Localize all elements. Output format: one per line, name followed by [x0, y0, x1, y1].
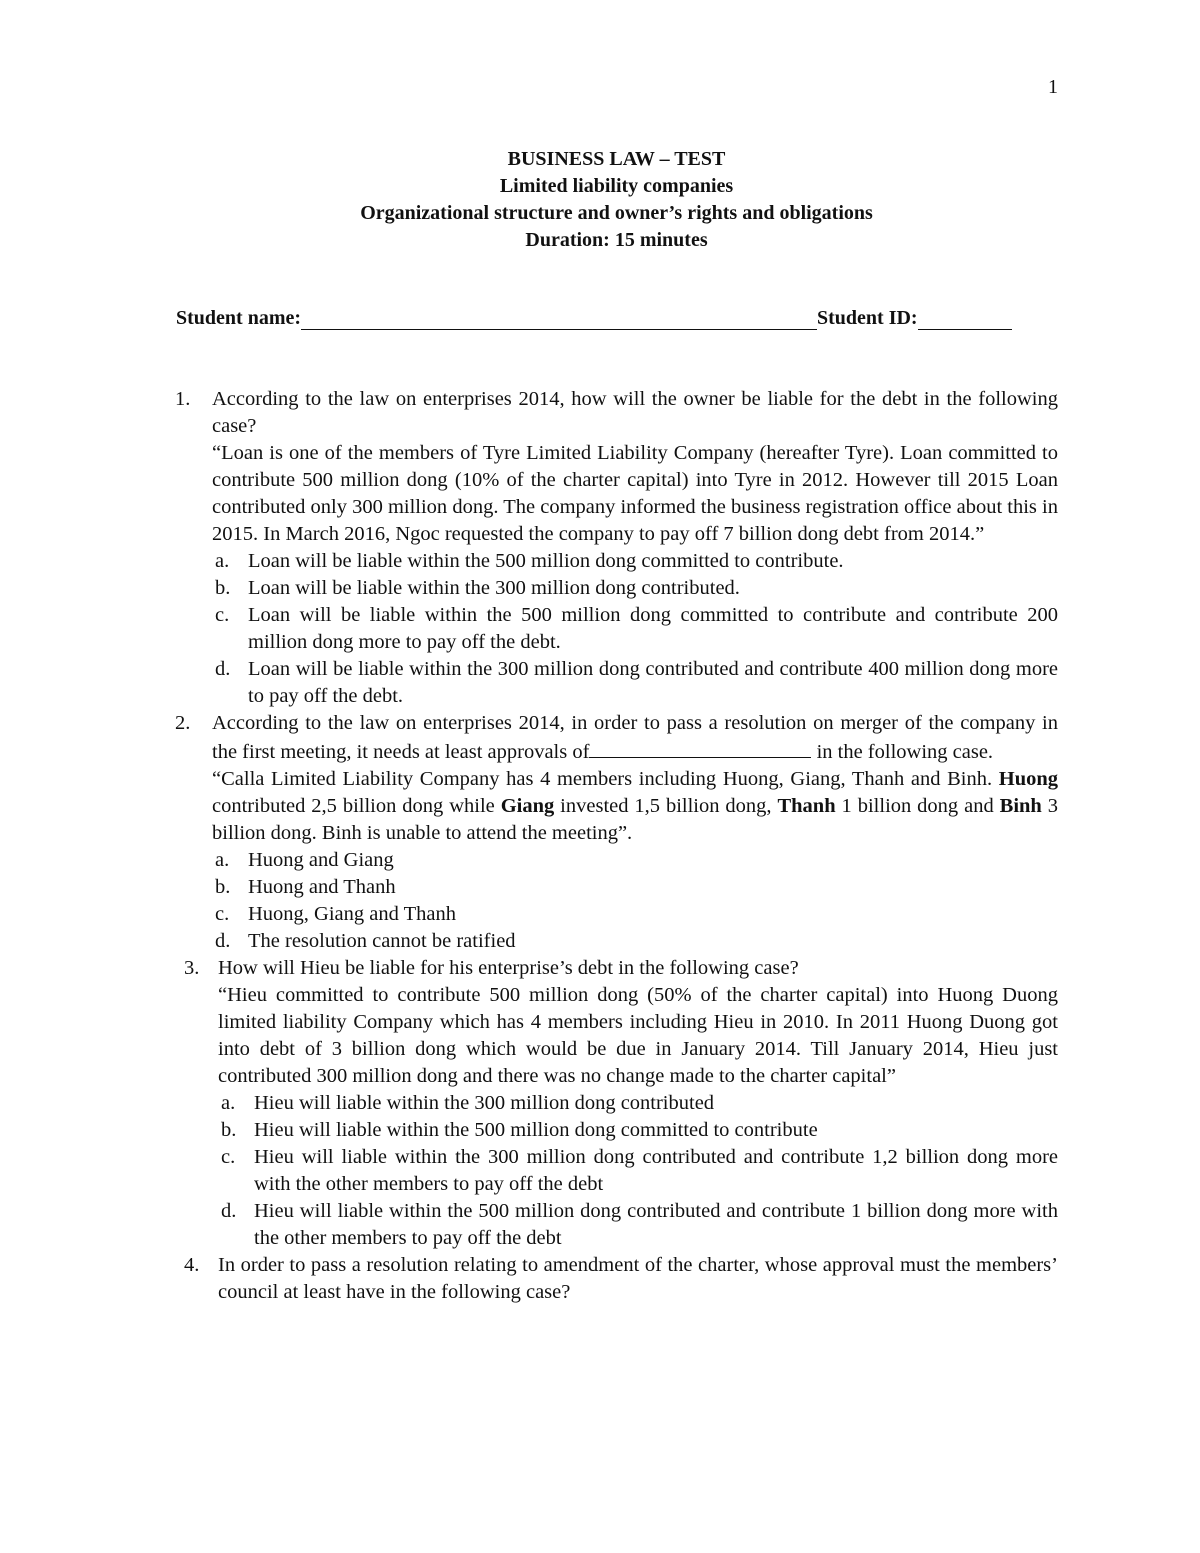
question-number: 2. [175, 712, 191, 734]
option-text: Loan will be liable within the 500 million dong committed to contribute and contribute 200 million dong more to pay off the debt. [248, 604, 1058, 653]
question-stem: In order to pass a resolution relating to amendment of the charter, whose approval must the members’ council at least have in the following case? [218, 1254, 1058, 1303]
page-number: 1 [1048, 76, 1058, 98]
option-text: Hieu will liable within the 300 million dong contributed and contribute 1,2 billion dong more with the other members to pay off the debt [254, 1146, 1058, 1195]
option-letter: c. [215, 903, 230, 925]
question-stem: According to the law on enterprises 2014, how will the owner be liable for the debt in the following case? [212, 388, 1058, 437]
option-letter: b. [221, 1119, 237, 1141]
option-b[interactable] [218, 1117, 1058, 1144]
option-b[interactable] [212, 575, 1058, 602]
student-id-field[interactable] [918, 309, 1012, 330]
option-b[interactable] [212, 874, 1058, 901]
student-id-label: Student ID: [817, 307, 918, 329]
option-letter: c. [215, 604, 230, 626]
question-number: 1. [175, 388, 191, 410]
test-title: BUSINESS LAW – TEST [507, 148, 726, 170]
test-heading [0, 146, 1200, 254]
option-text: Loan will be liable within the 300 million dong contributed. [248, 577, 740, 599]
option-text: Loan will be liable within the 500 million dong committed to contribute. [248, 550, 844, 572]
option-text: The resolution cannot be ratified [248, 930, 516, 952]
option-letter: b. [215, 876, 231, 898]
option-letter: a. [221, 1092, 236, 1114]
option-text: Hieu will liable within the 300 million dong contributed [254, 1092, 715, 1114]
question-number: 3. [184, 957, 200, 979]
option-text: Loan will be liable within the 300 million dong contributed and contribute 400 million dong more to pay off the debt. [248, 658, 1058, 707]
answer-blank[interactable] [589, 737, 811, 758]
option-letter: c. [221, 1146, 236, 1168]
option-letter: a. [215, 550, 230, 572]
question-4 [160, 1252, 1058, 1306]
question-1 [160, 386, 1058, 710]
option-text: Huong and Thanh [248, 876, 396, 898]
question-number: 4. [184, 1254, 200, 1276]
student-name-field[interactable] [301, 309, 817, 330]
option-d[interactable] [218, 1198, 1058, 1252]
option-letter: d. [215, 930, 231, 952]
test-subtitle: Limited liability companies [499, 175, 734, 197]
option-c[interactable] [212, 901, 1058, 928]
student-info-row [176, 307, 1056, 330]
question-stem: According to the law on enterprises 2014, in order to pass a resolution on merger of the company in the first meeting, it needs at least approvals of in the following case. [212, 712, 1058, 763]
test-duration: Duration: 15 minutes [525, 229, 708, 251]
option-text: Huong, Giang and Thanh [248, 903, 457, 925]
question-stem: How will Hieu be liable for his enterprise’s debt in the following case? [218, 957, 799, 979]
option-text: Hieu will liable within the 500 million dong committed to contribute [254, 1119, 818, 1141]
option-letter: d. [221, 1200, 237, 1222]
option-a[interactable] [212, 548, 1058, 575]
option-letter: a. [215, 849, 230, 871]
option-a[interactable] [218, 1090, 1058, 1117]
question-3 [160, 955, 1058, 1252]
option-letter: b. [215, 577, 231, 599]
option-a[interactable] [212, 847, 1058, 874]
question-list [160, 386, 1058, 1306]
option-c[interactable] [218, 1144, 1058, 1198]
option-letter: d. [215, 658, 231, 680]
student-name-label: Student name: [176, 307, 302, 329]
question-2 [160, 710, 1058, 955]
question-case: “Calla Limited Liability Company has 4 members including Huong, Giang, Thanh and Binh. Huong contributed 2,5 billion dong while Giang invested 1,5 billion dong, Thanh 1 billion dong and Binh 3 billion dong. Binh is unable to attend the meeting”. [212, 768, 1058, 844]
question-case: “Hieu committed to contribute 500 million dong (50% of the charter capital) into Huong Duong limited liability Company which has 4 members including Hieu in 2010. In 2011 Huong Duong got into debt of 3 billion dong which would be due in January 2014. Till January 2014, Hieu just contributed 300 million dong and there was no change made to the charter capital” [218, 984, 1058, 1087]
option-text: Hieu will liable within the 500 million dong contributed and contribute 1 billion dong more with the other members to pay off the debt [254, 1200, 1058, 1249]
option-d[interactable] [212, 656, 1058, 710]
option-d[interactable] [212, 928, 1058, 955]
question-case: “Loan is one of the members of Tyre Limited Liability Company (hereafter Tyre). Loan committed to contribute 500 million dong (10% of the charter capital) into Tyre in 2012. However till 2015 Loan contributed only 300 million dong. The company informed the business registration office about this in 2015. In March 2016, Ngoc requested the company to pay off 7 billion dong debt from 2014.” [212, 442, 1058, 545]
option-text: Huong and Giang [248, 849, 394, 871]
option-c[interactable] [212, 602, 1058, 656]
test-topic: Organizational structure and owner’s rights and obligations [360, 202, 873, 224]
